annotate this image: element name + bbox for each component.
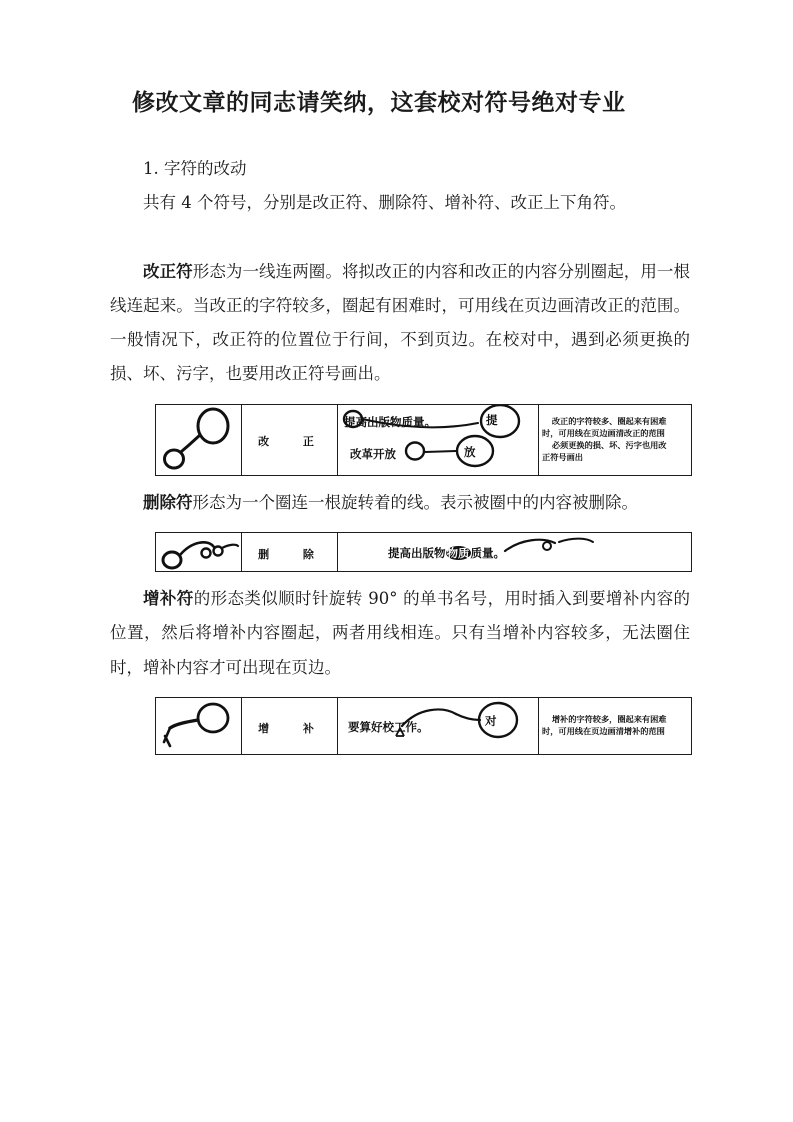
figure-correction-note-line-4: 正符号画出 xyxy=(542,451,583,462)
paragraph-deletion xyxy=(110,486,690,520)
paragraph-spacer xyxy=(110,221,690,255)
figure-deletion-example-cell xyxy=(338,533,692,572)
figure-insertion-note xyxy=(539,712,691,740)
figure-insertion-circled-char: 对 xyxy=(485,714,497,729)
figure-insertion-note-cell xyxy=(539,698,692,755)
term-deletion: 删除符 xyxy=(143,492,193,512)
figure-deletion xyxy=(155,532,692,572)
figure-insertion-note-line-2: 时，可用线在页边画清增补的范围 xyxy=(542,726,665,737)
paragraph-correction xyxy=(110,255,690,392)
figure-correction-example-line-1: 提高出版物质量。 xyxy=(344,414,436,429)
figure-correction-note-line-3: 必须更换的损、坏、污字也用改 xyxy=(551,439,667,450)
figure-deletion-name: 删 除 xyxy=(258,547,329,561)
figure-insertion-example xyxy=(348,720,429,734)
paragraph-deletion-body: 形态为一个圈连一根旋转着的线。表示被圈中的内容被删除。 xyxy=(192,492,638,512)
figure-insertion xyxy=(155,697,692,755)
figure-correction-target-2: 放 xyxy=(464,444,476,459)
correction-mark-icon xyxy=(156,405,240,475)
figure-deletion-text-before: 提高出版物 xyxy=(388,546,446,561)
figure-correction-symbol-cell xyxy=(156,404,242,475)
paragraph-insertion xyxy=(110,582,690,685)
deletion-mark-icon xyxy=(156,533,240,571)
figure-correction-target-1: 提 xyxy=(486,412,498,427)
figure-insertion-name: 增 补 xyxy=(258,721,329,735)
figure-deletion-text-after: 质量。 xyxy=(470,546,505,561)
document-content xyxy=(110,88,690,765)
figure-correction-example-line-2: 改革开放 xyxy=(350,446,396,461)
deletion-annotation-icon xyxy=(503,533,623,571)
insertion-mark-icon xyxy=(156,698,240,754)
figure-correction-note xyxy=(539,414,691,466)
figure-insertion-note-line-1: 增补的字符较多，圈起来有困难 xyxy=(551,714,667,725)
figure-insertion-symbol-cell xyxy=(156,698,242,755)
figure-correction-name-cell xyxy=(242,404,338,475)
figure-deletion-name-cell xyxy=(242,533,338,572)
intro-paragraph: 共有 4 个符号，分别是改正符、删除符、增补符、改正上下角符。 xyxy=(143,193,626,213)
figure-correction-note-line-1: 改正的字符较多、圈起来有困难 xyxy=(551,415,667,426)
section-heading: 1. 字符的改动 xyxy=(143,158,247,178)
figure-correction-example-cell xyxy=(338,404,539,475)
paragraph-insertion-body: 的形态类似顺时针旋转 90° 的单书名号，用时插入到要增补内容的位置，然后将增补内容圈起，两者用线相连。只有当增补内容较多，无法圈住时，增补内容才可出现在页边。 xyxy=(110,589,690,677)
figure-deletion-symbol-cell xyxy=(156,533,242,572)
term-correction: 改正符 xyxy=(143,261,193,281)
figure-correction xyxy=(155,404,692,476)
page-title: 修改文章的同志请笑纳，这套校对符号绝对专业 xyxy=(132,89,626,116)
figure-correction-note-line-2: 时，可用线在页边画清改正的范围 xyxy=(542,427,665,438)
figure-deletion-example xyxy=(388,546,505,560)
figure-insertion-text-before: 要算好校 xyxy=(348,720,394,735)
figure-insertion-text-after: 工作。 xyxy=(394,720,429,735)
figure-deletion-struck-text: 物质 xyxy=(446,546,470,561)
term-insertion: 增补符 xyxy=(143,589,194,609)
figure-insertion-name-cell xyxy=(242,698,338,755)
figure-correction-name: 改 正 xyxy=(258,435,329,449)
paragraph-correction-body: 形态为一线连两圈。将拟改正的内容和改正的内容分别圈起，用一根线连起来。当改正的字符较多，圈起有困难时，可用线在页边画清改正的范围。一般情况下，改正符的位置位于行间，不到页边。在校对中，遇到必须更换的损、坏、污字，也要用改正符号画出。 xyxy=(110,261,690,384)
figure-correction-note-cell xyxy=(539,404,692,475)
figure-insertion-example-cell xyxy=(338,698,539,755)
